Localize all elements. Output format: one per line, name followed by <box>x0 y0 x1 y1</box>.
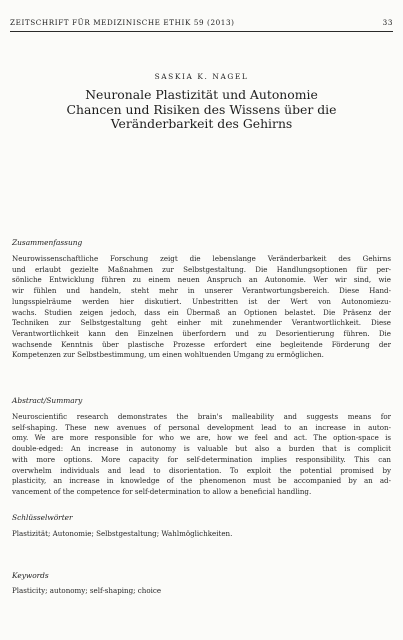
title-line: Neuronale Plastizität und Autonomie <box>85 87 318 102</box>
zusammenfassung-text <box>12 254 391 361</box>
text-line: Neuroscientific research demonstrates the brain's malleability and suggests means for <box>12 412 391 421</box>
text-line: wir fühlen und handeln, steht mehr in unserer Verantwortungsbereich. Diese Hand- <box>12 286 391 296</box>
text-line: wachs. Studien zeigen jedoch, dass ein Übermaß an Optionen belastet. Die Präsenz der <box>12 307 391 317</box>
text-line: Techniken zur Selbstgestaltung geht einher mit zunehmender Verantwortlichkeit. Diese <box>12 318 391 328</box>
title-line: Veränderbarkeit des Gehirns <box>110 116 293 132</box>
text-line: sönliche Entwicklung führen zu einem neuen Anspruch an Autonomie. Wer wir sind, wie <box>12 275 391 285</box>
text-line: Plasticity; autonomy; self-shaping; choice <box>12 586 162 595</box>
page-number: 33 <box>382 18 393 27</box>
text-line: Plastizität; Autonomie; Selbstgestaltung; Wahlmöglichkeiten. <box>12 529 233 538</box>
text-line: with more options. More capacity for self-determination implies responsibility. This can <box>12 454 391 464</box>
text-line: double-edged: An increase in autonomy is valuable but also a burden that is complicit <box>12 444 391 454</box>
text-line: overwhelm individuals and lead to disorientation. To exploit the potential promised by <box>12 465 391 475</box>
text-line: plasticity, an increase in knowledge of the phenomenon must be accompanied by an ad- <box>12 476 391 486</box>
journal-title: ZEITSCHRIFT FÜR MEDIZINISCHE ETHIK 59 (2013) <box>10 18 235 27</box>
schlusselworter-text <box>12 529 391 540</box>
text-line: Neurowissenschaftliche Forschung zeigt die lebenslange Veränderbarkeit des Gehirns <box>12 254 391 263</box>
text-line: wachsende Kenntnis über plastische Prozesse erfordert eine begleitende Förderung der <box>12 339 391 349</box>
text-line: Verantwortlichkeit kann den Einzelnen überfordern und zu Desorientierung führen. Die <box>12 328 391 338</box>
author-name: SASKIA K. NAGEL <box>154 72 249 81</box>
title-line: Chancen und Risiken des Wissens über die <box>66 101 337 117</box>
text-line: self-shaping. These new avenues of personal development lead to an increase in auton- <box>12 422 391 432</box>
abstract-heading: Abstract/Summary <box>12 396 83 405</box>
abstract-text <box>12 412 391 498</box>
header-rule <box>10 31 393 32</box>
text-line: Kompetenzen zur Selbstbestimmung, um einen wohltuenden Umgang zu ermöglichen. <box>12 350 324 360</box>
zusammenfassung-heading: Zusammenfassung <box>12 238 83 247</box>
text-line: omy. We are more responsible for who we are, how we feel and act. The option-space is <box>12 433 391 443</box>
schlusselworter-heading: Schlüsselwörter <box>12 513 73 522</box>
keywords-heading: Keywords <box>12 571 49 580</box>
text-line: und erlaubt gezielte Maßnahmen zur Selbstgestaltung. Die Handlungsoptionen für per- <box>12 264 391 274</box>
keywords-text <box>12 586 391 597</box>
running-header <box>10 18 393 27</box>
text-line: vancement of the competence for self-determination to allow a beneficial handling. <box>12 486 312 496</box>
article-title <box>20 88 383 132</box>
text-line: lungsspielräume werden hier diskutiert. Unbestritten ist der Wert von Autonomiezu- <box>12 296 391 306</box>
